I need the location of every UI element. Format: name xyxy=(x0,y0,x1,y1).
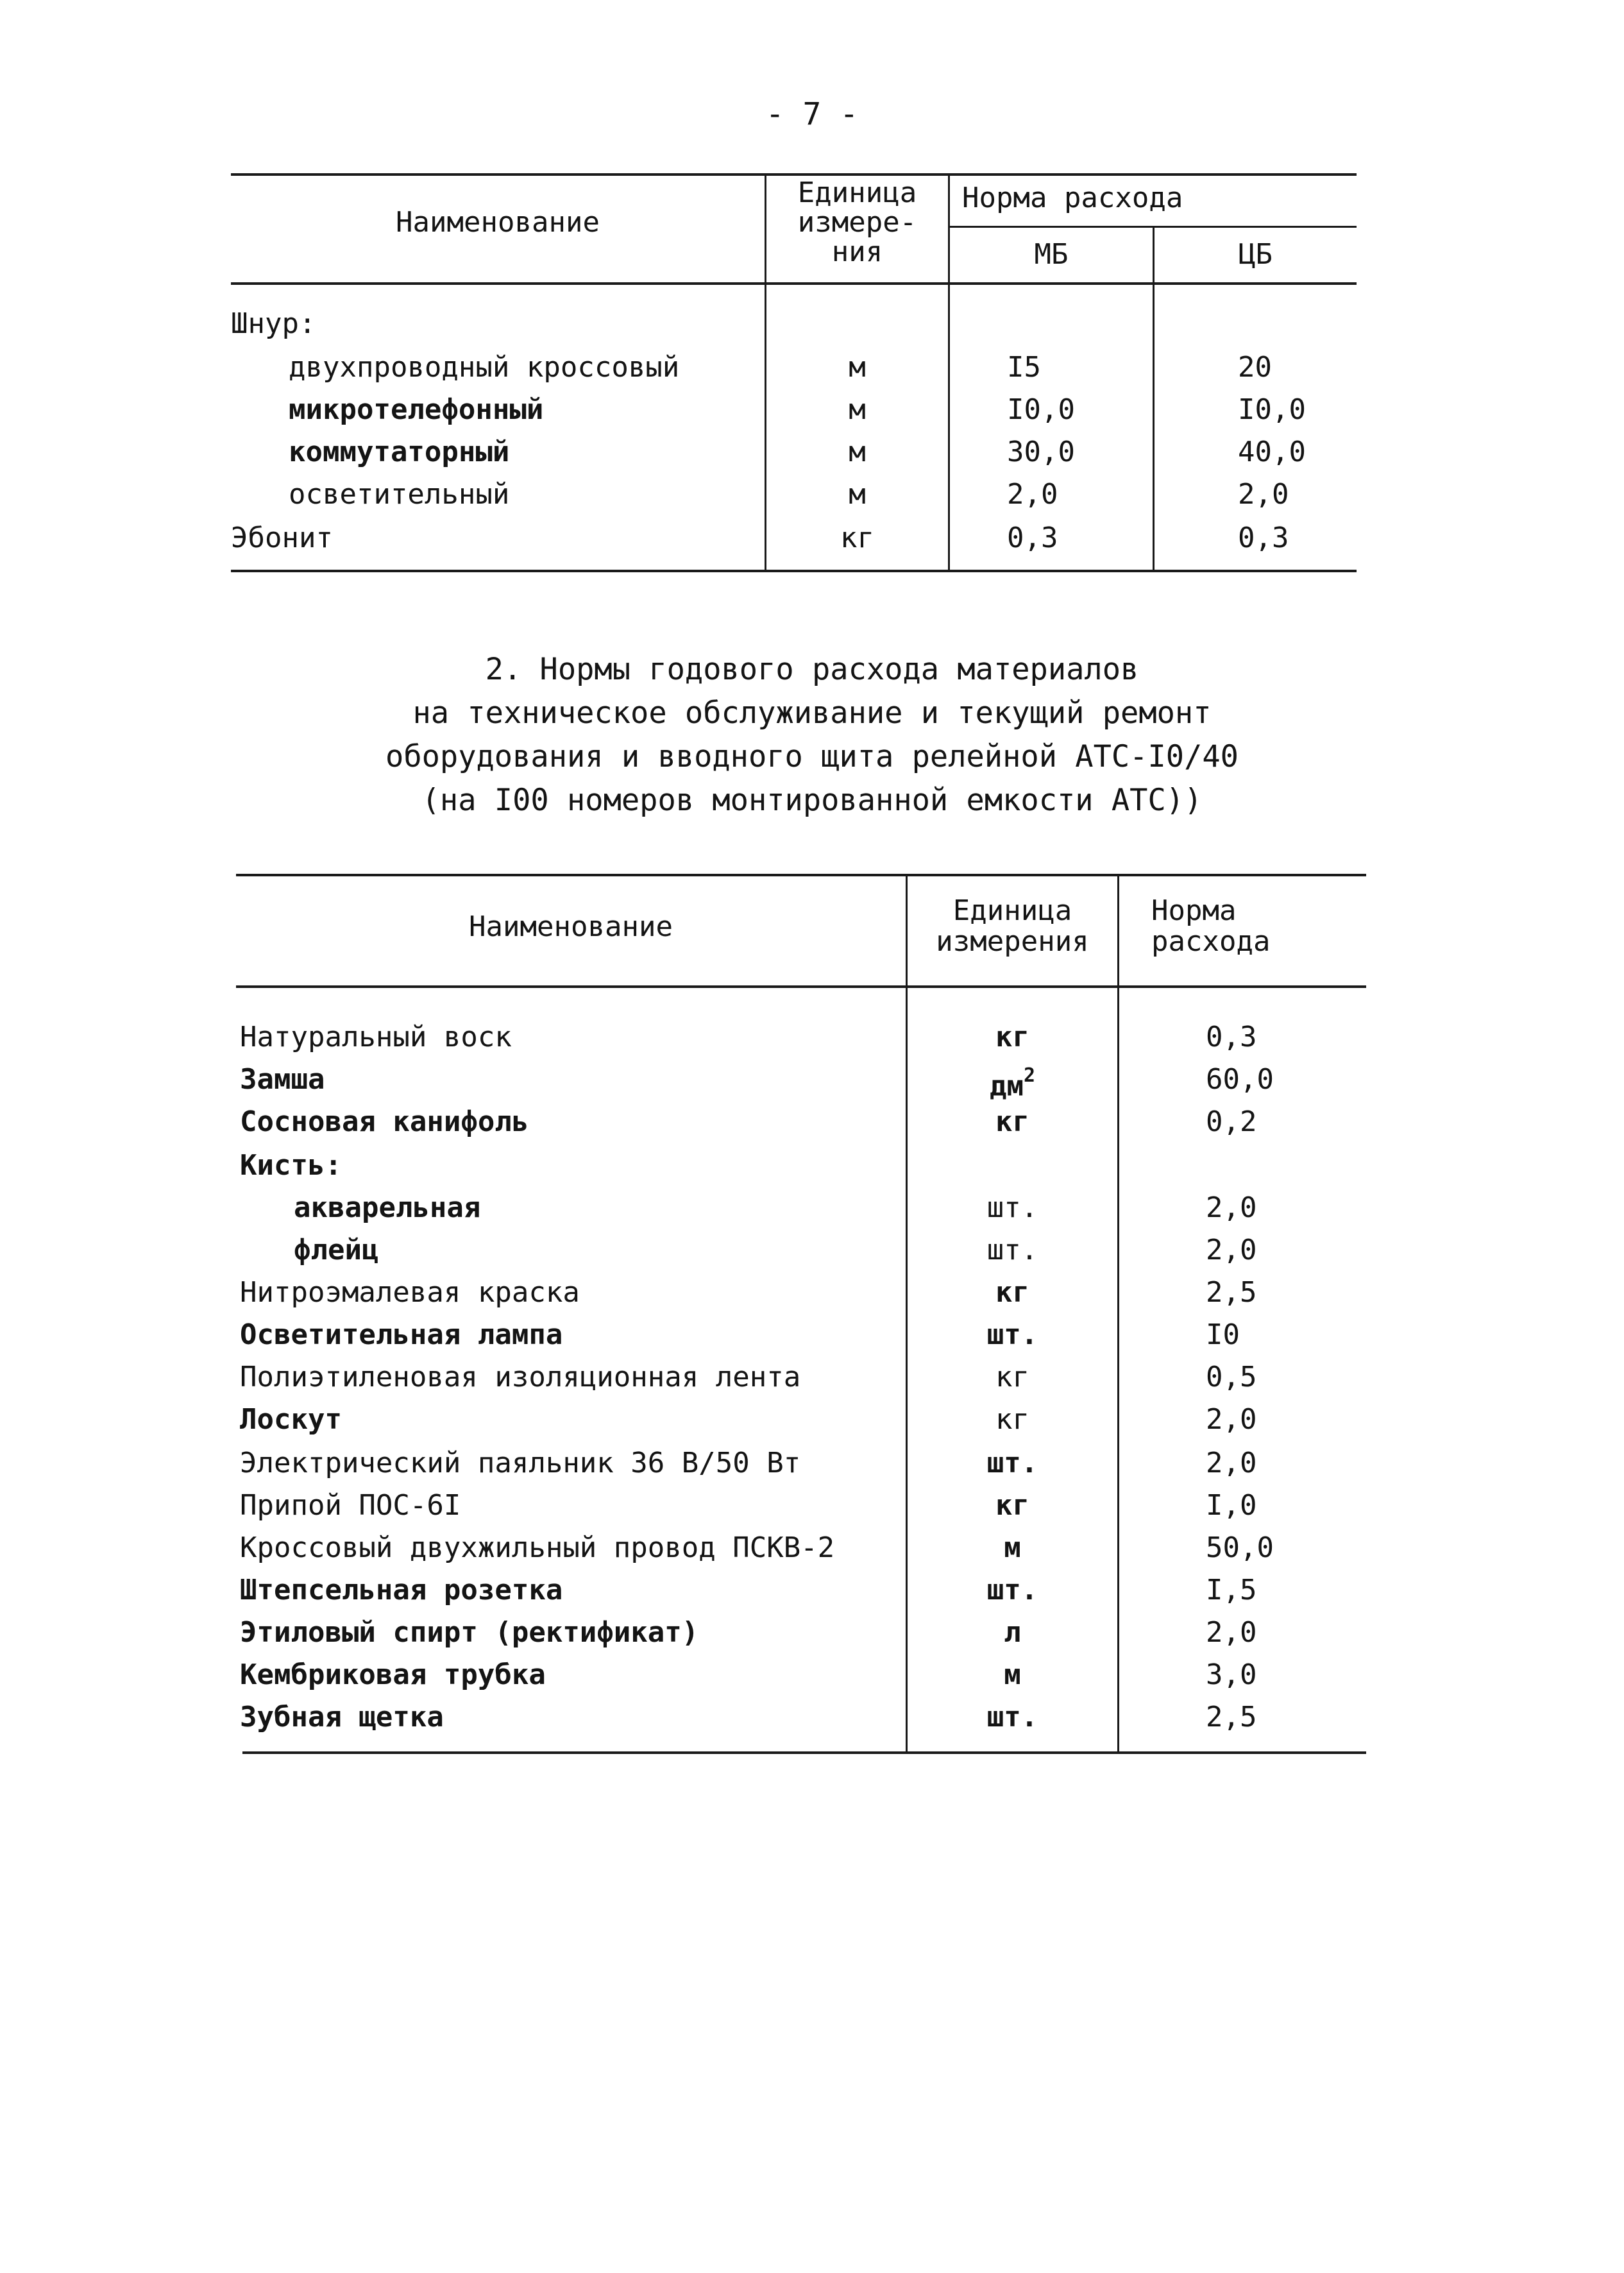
row-cb: 20 xyxy=(1238,351,1272,384)
table-1-header-unit xyxy=(766,178,948,267)
table-2-header-name: Наименование xyxy=(469,910,673,943)
table-1-header-mb: МБ xyxy=(1034,238,1069,271)
row-name: Кисть: xyxy=(240,1149,342,1182)
row-unit: шт. xyxy=(986,1447,1038,1479)
row-unit: шт. xyxy=(986,1191,1038,1224)
section-title-line: (на I00 номеров монтированной емкости АТС)) xyxy=(421,783,1203,818)
table-1-header-unit-line: Единица xyxy=(797,176,917,209)
row-unit: м xyxy=(1004,1658,1021,1691)
table-1-col-divider xyxy=(1153,227,1155,571)
row-unit: м xyxy=(1004,1531,1021,1564)
table-1-group-label: Шнур: xyxy=(231,307,316,340)
row-unit: шт. xyxy=(986,1318,1038,1351)
row-unit: кг xyxy=(995,1105,1029,1138)
row-norm: 2,0 xyxy=(1206,1616,1257,1649)
row-unit: м xyxy=(849,351,866,384)
row-norm: 60,0 xyxy=(1206,1063,1274,1096)
row-unit: кг xyxy=(840,522,874,554)
row-unit: шт. xyxy=(986,1234,1038,1266)
row-norm: 0,3 xyxy=(1206,1021,1257,1053)
table-2-col-divider xyxy=(1117,875,1119,1753)
table-1-header-name: Наименование xyxy=(396,206,600,239)
table-2-header-unit-line: Единица xyxy=(952,894,1072,927)
row-mb: I0,0 xyxy=(1007,393,1075,426)
section-title-line: на техническое обслуживание и текущий ремонт xyxy=(412,695,1212,731)
row-name: микротелефонный xyxy=(289,393,544,426)
row-name: Припой ПОС-6I xyxy=(240,1489,461,1522)
row-norm: I,5 xyxy=(1206,1574,1257,1606)
table-2-top-rule xyxy=(236,874,1366,876)
table-1-header-unit-line: измере- xyxy=(797,206,917,239)
row-norm: 2,0 xyxy=(1206,1403,1257,1436)
row-unit: шт. xyxy=(986,1701,1038,1733)
row-name: Осветительная лампа xyxy=(240,1318,563,1351)
row-cb: 0,3 xyxy=(1238,522,1289,554)
row-norm: 0,5 xyxy=(1206,1361,1257,1393)
table-2-header-rule xyxy=(236,985,1366,988)
row-name: Нитроэмалевая краска xyxy=(240,1276,580,1309)
row-name: Эбонит xyxy=(231,522,333,554)
row-name: Замша xyxy=(240,1063,325,1096)
row-unit: кг xyxy=(995,1276,1029,1309)
row-name: двухпроводный кроссовый xyxy=(289,351,680,384)
section-title-line: оборудования и вводного щита релейной АТС-I0/40 xyxy=(385,739,1239,774)
row-norm: 50,0 xyxy=(1206,1531,1274,1564)
row-name: Лоскут xyxy=(240,1403,342,1436)
table-1-header-norm: Норма расхода xyxy=(962,182,1183,214)
row-norm: 0,2 xyxy=(1206,1105,1257,1138)
table-1-top-rule xyxy=(231,173,1357,176)
table-1-col-divider xyxy=(948,175,950,571)
row-norm: 2,5 xyxy=(1206,1276,1257,1309)
row-cb: 2,0 xyxy=(1238,478,1289,511)
row-mb: 0,3 xyxy=(1007,522,1058,554)
row-unit: м xyxy=(849,436,866,468)
row-norm: I0 xyxy=(1206,1318,1240,1351)
row-name: коммутаторный xyxy=(289,436,510,468)
row-unit: кг xyxy=(995,1403,1029,1436)
table-1-header-unit-line: ния xyxy=(831,235,883,268)
row-unit: м xyxy=(849,393,866,426)
row-norm: 2,5 xyxy=(1206,1701,1257,1733)
row-norm: 2,0 xyxy=(1206,1447,1257,1479)
row-norm: I,0 xyxy=(1206,1489,1257,1522)
row-unit: кг xyxy=(995,1489,1029,1522)
row-name: Штепсельная розетка xyxy=(240,1574,563,1606)
row-mb: I5 xyxy=(1007,351,1041,384)
table-1-header-rule xyxy=(231,282,1357,285)
table-2-header-unit xyxy=(908,896,1117,957)
row-name: Полиэтиленовая изоляционная лента xyxy=(240,1361,801,1393)
table-1-header-cb: ЦБ xyxy=(1239,238,1273,271)
row-norm: 2,0 xyxy=(1206,1191,1257,1224)
row-name: Этиловый спирт (ректификат) xyxy=(240,1616,699,1649)
row-norm: 2,0 xyxy=(1206,1234,1257,1266)
row-name: Кембриковая трубка xyxy=(240,1658,546,1691)
table-2-header-norm xyxy=(1119,896,1366,957)
table-2-header-norm-line: расхода xyxy=(1151,925,1271,958)
table-1-bottom-rule xyxy=(231,570,1357,572)
row-cb: I0,0 xyxy=(1238,393,1306,426)
row-name: Сосновая канифоль xyxy=(240,1105,529,1138)
row-name: Кроссовый двухжильный провод ПСКВ-2 xyxy=(240,1531,835,1564)
row-name: флейц xyxy=(294,1234,379,1266)
row-name: осветительный xyxy=(289,478,510,511)
row-unit-text: дм xyxy=(989,1069,1024,1103)
page-number: - 7 - xyxy=(765,96,859,132)
row-name: акварельная xyxy=(294,1191,481,1224)
row-cb: 40,0 xyxy=(1238,436,1306,468)
row-norm: 3,0 xyxy=(1206,1658,1257,1691)
row-name: Натуральный воск xyxy=(240,1021,512,1053)
section-title-line: 2. Нормы годового расхода материалов xyxy=(485,652,1139,687)
table-2-header-unit-line: измерения xyxy=(936,925,1089,958)
row-unit: м xyxy=(849,478,866,511)
row-unit: л xyxy=(1004,1616,1021,1649)
row-name: Зубная щетка xyxy=(240,1701,444,1733)
row-unit: шт. xyxy=(986,1574,1038,1606)
row-mb: 30,0 xyxy=(1007,436,1075,468)
row-unit: кг xyxy=(995,1361,1029,1393)
row-name: Электрический паяльник 36 В/50 Вт xyxy=(240,1447,801,1479)
row-unit: кг xyxy=(995,1021,1029,1053)
table-2-header-norm-line: Норма xyxy=(1151,894,1237,927)
table-2-bottom-rule xyxy=(242,1751,1366,1754)
row-mb: 2,0 xyxy=(1007,478,1058,511)
row-unit-superscript: 2 xyxy=(1023,1064,1036,1087)
